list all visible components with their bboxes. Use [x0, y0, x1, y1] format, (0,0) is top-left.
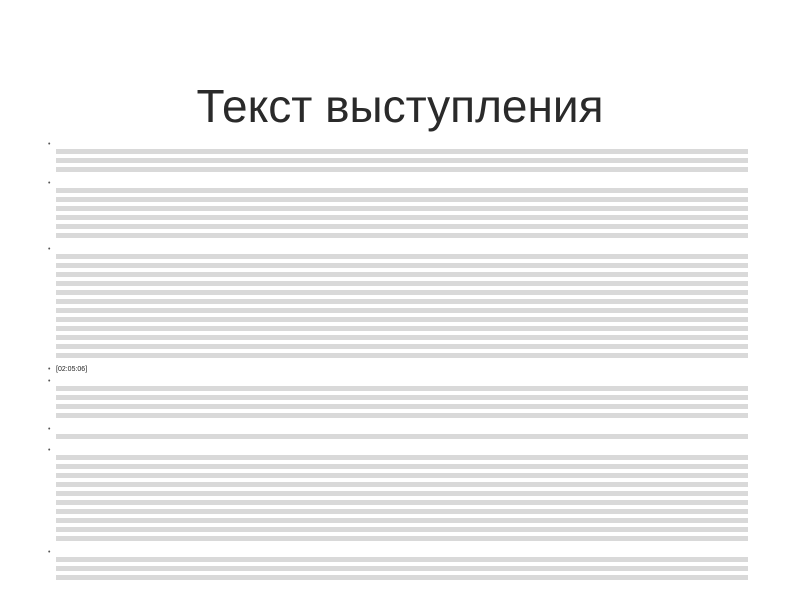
text-line-placeholder	[56, 434, 748, 443]
text-line-placeholder	[56, 482, 748, 491]
text-line-placeholder	[56, 575, 748, 580]
bullet-item	[48, 140, 748, 176]
text-line-placeholder	[56, 317, 748, 326]
text-line-placeholder	[56, 464, 748, 473]
text-line-placeholder	[56, 413, 748, 422]
text-line-placeholder	[56, 233, 748, 242]
text-line-placeholder	[56, 557, 748, 566]
text-line-placeholder	[56, 272, 748, 281]
text-line-placeholder	[56, 395, 748, 404]
text-line-placeholder	[56, 536, 748, 545]
text-line-placeholder	[56, 335, 748, 344]
text-line-placeholder	[56, 386, 748, 395]
bullet-text	[56, 446, 748, 455]
text-line-placeholder	[56, 473, 748, 482]
text-line-placeholder	[56, 281, 748, 290]
bullet-item	[48, 179, 748, 242]
text-line-placeholder	[56, 188, 748, 197]
text-line-placeholder	[56, 455, 748, 464]
bullet-text	[56, 245, 748, 254]
bullet-item	[48, 548, 748, 580]
text-line-placeholder	[56, 206, 748, 215]
text-line-placeholder	[56, 404, 748, 413]
text-line-placeholder	[56, 566, 748, 575]
text-line-placeholder	[56, 224, 748, 233]
bullet-text	[56, 140, 748, 149]
bullet-item	[48, 425, 748, 443]
bullet-text	[56, 548, 748, 557]
text-line-placeholder	[56, 353, 748, 362]
text-line-placeholder	[56, 215, 748, 224]
bullet-item	[48, 245, 748, 362]
text-line-placeholder	[56, 263, 748, 272]
text-line-placeholder	[56, 491, 748, 500]
text-line-placeholder	[56, 254, 748, 263]
text-line-placeholder	[56, 518, 748, 527]
bullet-item	[48, 365, 748, 374]
text-line-placeholder	[56, 299, 748, 308]
text-line-placeholder	[56, 527, 748, 536]
bullet-text: • [02:05:06]	[56, 366, 88, 373]
text-line-placeholder	[56, 167, 748, 176]
text-line-placeholder	[56, 290, 748, 299]
bullet-item	[48, 446, 748, 545]
text-line-placeholder	[56, 344, 748, 353]
slide-title: Текст выступления	[196, 79, 604, 132]
text-line-placeholder	[56, 149, 748, 158]
bullet-text	[56, 179, 748, 188]
bullet-text	[56, 377, 748, 386]
bullet-text	[56, 425, 748, 434]
bullet-item	[48, 377, 748, 422]
text-line-placeholder	[56, 158, 748, 167]
text-line-placeholder	[56, 500, 748, 509]
text-line-placeholder	[56, 197, 748, 206]
bullet-list	[48, 140, 748, 580]
text-line-placeholder	[56, 308, 748, 317]
text-line-placeholder	[56, 326, 748, 335]
text-line-placeholder	[56, 509, 748, 518]
